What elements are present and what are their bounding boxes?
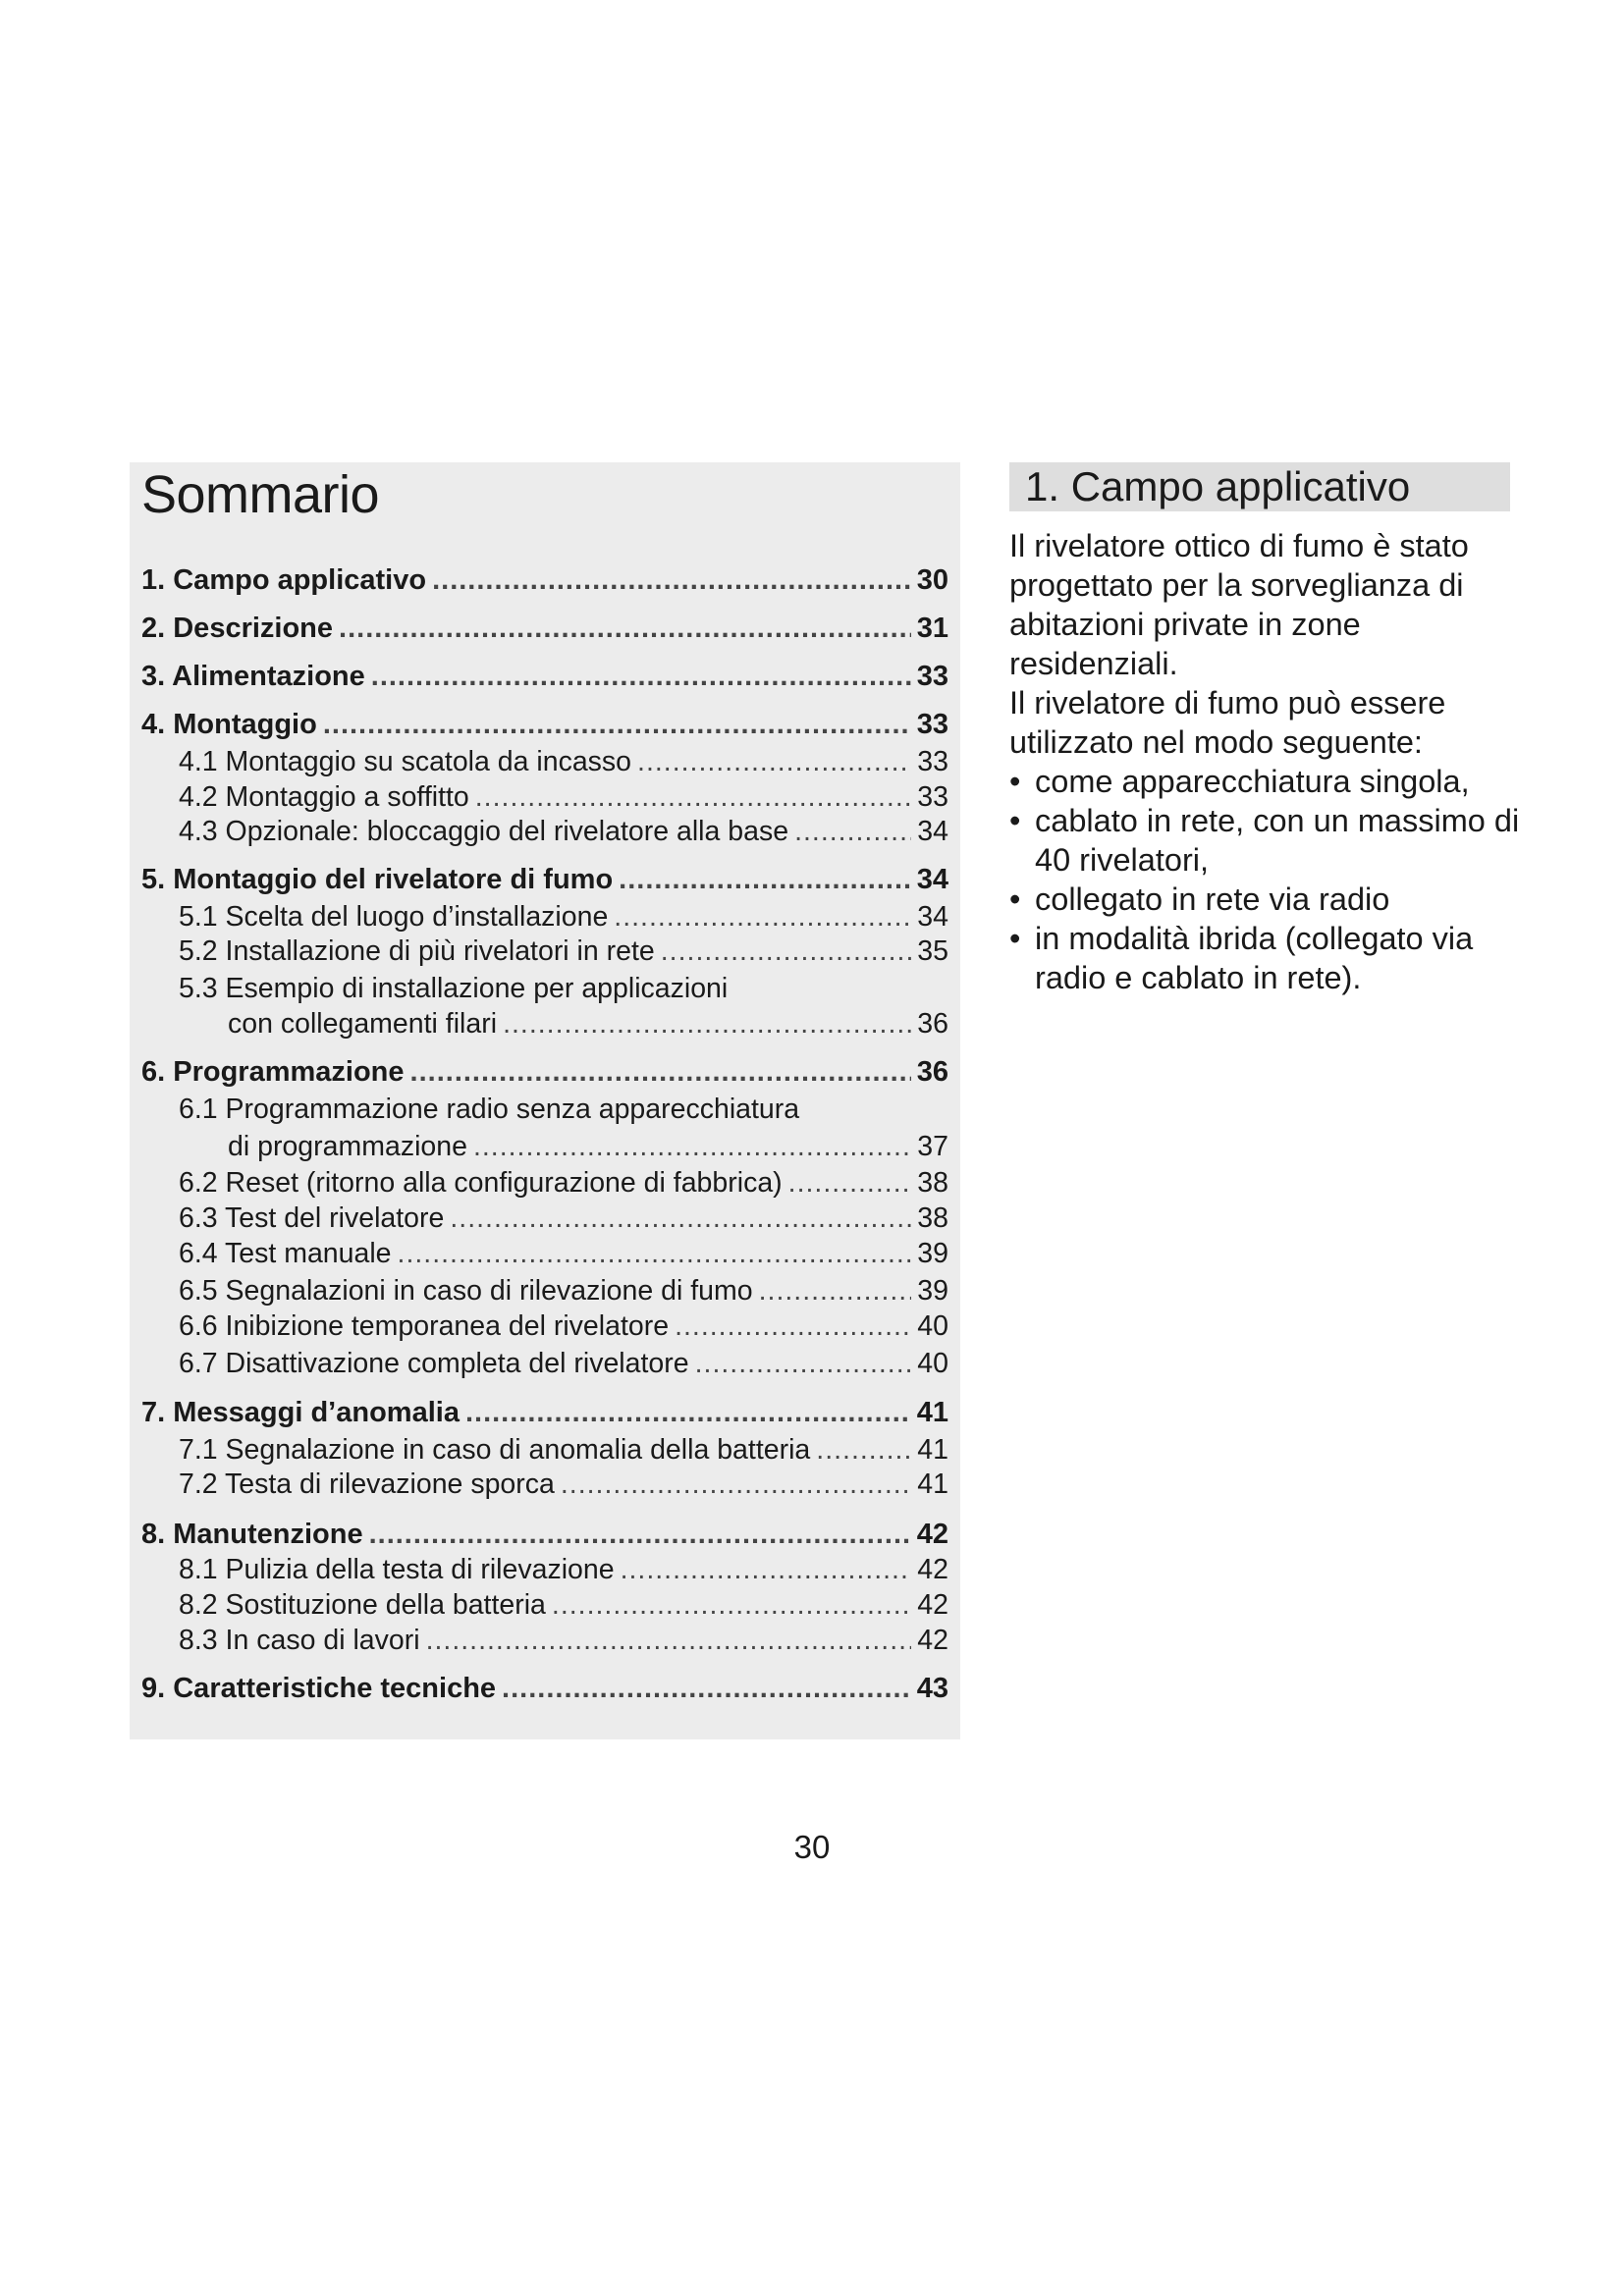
toc-entry-page: 34 xyxy=(917,816,948,847)
toc-entry-label: 6. Programmazione xyxy=(141,1056,405,1088)
toc-entry-label: 9. Caratteristiche tecniche xyxy=(141,1673,497,1704)
toc-entry-label: 4.1 Montaggio su scatola da incasso xyxy=(179,746,632,777)
toc-entry-label: 2. Descrizione xyxy=(141,613,334,644)
toc-entry-label: 5.2 Installazione di più rivelatori in rete xyxy=(179,935,655,967)
toc-entry-label: 6.4 Test manuale xyxy=(179,1238,392,1269)
toc-entry-4-3 xyxy=(179,814,948,849)
page-number: 30 xyxy=(793,1829,831,1865)
toc-entry-label: 7.2 Testa di rilevazione sporca xyxy=(179,1468,555,1500)
section-heading: 1. Campo applicativo xyxy=(1009,462,1510,511)
toc-entry-label: 7. Messaggi d’anomalia xyxy=(141,1397,460,1428)
toc-entry-page: 42 xyxy=(916,1519,948,1550)
toc-entry-label: 8.2 Sostituzione della batteria xyxy=(179,1589,546,1621)
toc-entry-3 xyxy=(141,659,948,694)
toc-entry-label: di programmazione xyxy=(228,1131,467,1162)
toc-entry-label: 5.1 Scelta del luogo d’installazione xyxy=(179,901,609,933)
toc-entry-5-2 xyxy=(179,934,948,969)
list-item: • in modalità ibrida (collegato via radio e cablato in rete). xyxy=(1009,919,1520,997)
toc-entry-2 xyxy=(141,611,948,646)
toc-entry-8-1 xyxy=(179,1552,948,1587)
toc-entry-page: 39 xyxy=(917,1238,948,1269)
toc-entry-label: 6.7 Disattivazione completa del rivelatore xyxy=(179,1348,689,1379)
toc-entry-8-3 xyxy=(179,1623,948,1658)
toc-entry-5-3-cont xyxy=(228,1006,948,1041)
toc-entry-page: 41 xyxy=(916,1397,948,1428)
toc-entry-6-4 xyxy=(179,1236,948,1271)
toc-entry-page: 43 xyxy=(916,1673,948,1704)
toc-entry-label: 5.3 Esempio di installazione per applicazioni xyxy=(179,973,729,1004)
toc-entry-label: 6.3 Test del rivelatore xyxy=(179,1202,445,1234)
toc-entry-4 xyxy=(141,707,948,742)
list-item: • cablato in rete, con un massimo di 40 rivelatori, xyxy=(1009,801,1520,880)
toc-entry-9 xyxy=(141,1671,948,1706)
toc-entry-page: 35 xyxy=(917,935,948,967)
toc-entry-6-3 xyxy=(179,1201,948,1236)
list-item: • collegato in rete via radio xyxy=(1009,880,1520,919)
toc-entry-page: 30 xyxy=(916,564,948,596)
toc-entry-label: 6.6 Inibizione temporanea del rivelatore xyxy=(179,1310,670,1342)
toc-entry-page: 40 xyxy=(917,1348,948,1379)
toc-entry-page: 39 xyxy=(917,1275,948,1307)
toc-entry-label: 4. Montaggio xyxy=(141,709,317,740)
toc-entry-page: 42 xyxy=(917,1554,948,1585)
list-item: • come apparecchiatura singola, xyxy=(1009,762,1520,801)
toc-entry-label: 4.2 Montaggio a soffitto xyxy=(179,781,469,813)
toc-entry-page: 33 xyxy=(917,781,948,813)
toc-entry-5-3 xyxy=(179,971,948,1006)
toc-entry-6-6 xyxy=(179,1308,948,1344)
toc-entry-page: 33 xyxy=(917,746,948,777)
toc-entry-page: 40 xyxy=(917,1310,948,1342)
toc-entry-page: 31 xyxy=(916,613,948,644)
toc-entry-page: 36 xyxy=(917,1008,948,1040)
toc-entry-page: 33 xyxy=(916,661,948,692)
toc-entry-label: 8. Manutenzione xyxy=(141,1519,363,1550)
usage-list xyxy=(1009,762,1520,997)
toc-entry-7-2 xyxy=(179,1467,948,1502)
toc-entry-7-1 xyxy=(179,1432,948,1468)
toc-entry-5-1 xyxy=(179,899,948,934)
toc-entry-label: 5. Montaggio del rivelatore di fumo xyxy=(141,864,614,895)
toc-entry-6 xyxy=(141,1054,948,1090)
toc-entry-5 xyxy=(141,862,948,897)
toc-entry-label: 8.1 Pulizia della testa di rilevazione xyxy=(179,1554,615,1585)
toc-entry-label: 1. Campo applicativo xyxy=(141,564,427,596)
toc-entry-4-2 xyxy=(179,779,948,815)
toc-entry-page: 41 xyxy=(917,1434,948,1466)
toc-entry-label: 6.1 Programmazione radio senza apparecchiatura xyxy=(179,1094,800,1125)
toc-entry-page: 42 xyxy=(917,1625,948,1656)
toc-entry-page: 38 xyxy=(917,1167,948,1199)
section-body xyxy=(1009,526,1520,997)
toc-entry-6-1-cont xyxy=(228,1129,948,1164)
toc-entry-page: 41 xyxy=(917,1468,948,1500)
toc-entry-6-5 xyxy=(179,1273,948,1308)
toc-entry-page: 34 xyxy=(917,901,948,933)
toc-entry-6-7 xyxy=(179,1346,948,1381)
toc-entry-page: 36 xyxy=(916,1056,948,1088)
toc-entry-6-1 xyxy=(179,1092,948,1127)
toc-entry-label: 4.3 Opzionale: bloccaggio del rivelatore alla base xyxy=(179,816,789,847)
toc-entry-label: 8.3 In caso di lavori xyxy=(179,1625,420,1656)
toc-entry-label: con collegamenti filari xyxy=(228,1008,498,1040)
toc-entry-label: 6.2 Reset (ritorno alla configurazione di fabbrica) xyxy=(179,1167,783,1199)
toc-entry-page: 37 xyxy=(917,1131,948,1162)
toc-entry-label: 3. Alimentazione xyxy=(141,661,365,692)
toc-entry-7 xyxy=(141,1395,948,1430)
toc-entry-4-1 xyxy=(179,744,948,779)
toc-title: Sommario xyxy=(141,465,380,524)
toc-entry-page: 34 xyxy=(916,864,948,895)
toc-entry-label: 6.5 Segnalazioni in caso di rilevazione di fumo xyxy=(179,1275,753,1307)
toc-entry-1 xyxy=(141,562,948,598)
toc-entry-6-2 xyxy=(179,1165,948,1201)
toc-entry-8-2 xyxy=(179,1587,948,1623)
table-of-contents xyxy=(130,462,960,1739)
section-paragraph: Il rivelatore ottico di fumo è stato progettato per la sorveglianza di abitazioni private in zone residenziali. xyxy=(1009,528,1469,681)
toc-entry-page: 42 xyxy=(917,1589,948,1621)
toc-entry-page: 33 xyxy=(916,709,948,740)
toc-entry-8 xyxy=(141,1517,948,1552)
section-paragraph: Il rivelatore di fumo può essere utilizzato nel modo seguente: xyxy=(1009,685,1446,760)
toc-entry-page: 38 xyxy=(917,1202,948,1234)
toc-entry-label: 7.1 Segnalazione in caso di anomalia della batteria xyxy=(179,1434,811,1466)
